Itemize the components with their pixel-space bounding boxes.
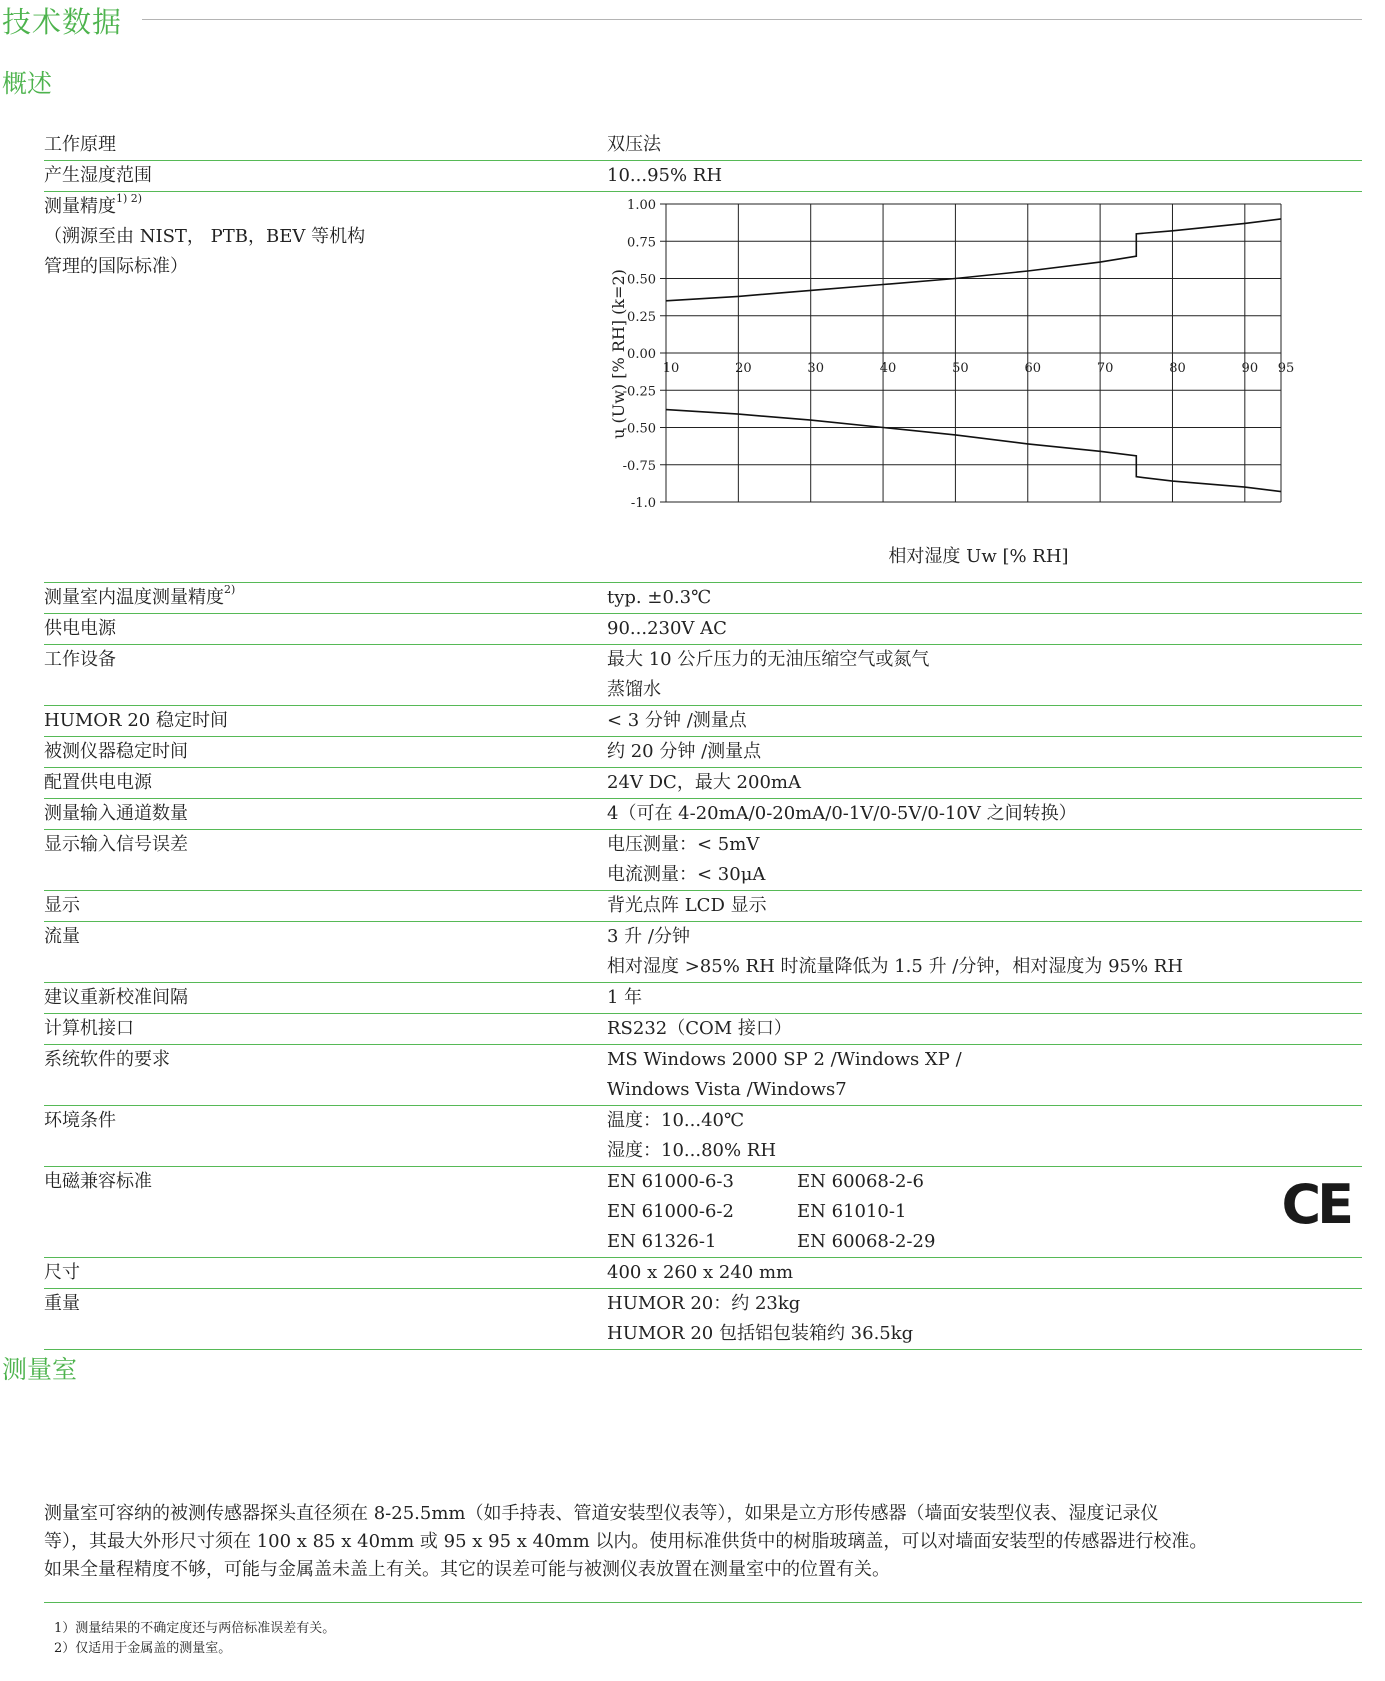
spec-value (607, 891, 1362, 922)
spec-label (44, 830, 607, 891)
spec-label: 产生湿度范围 (44, 161, 607, 192)
accuracy-label-line2: （溯源至由 NIST， PTB，BEV 等机构 (44, 226, 366, 247)
spec-value-line: 温度：10...40℃ (607, 1110, 745, 1131)
footnote-2: 2）仅适用于金属盖的测量室。 (54, 1641, 232, 1656)
spec-value-line: 电流测量：< 30μA (607, 864, 766, 885)
emc-standard: EN 61326-1 (607, 1231, 717, 1252)
spec-row (44, 983, 1362, 1014)
spec-label-text: 显示 (44, 895, 80, 916)
spec-label-text: 显示输入信号误差 (44, 834, 188, 855)
spec-value (607, 1045, 1362, 1106)
spec-label-text: 被测仪器稳定时间 (44, 741, 188, 762)
spec-row (44, 1045, 1362, 1106)
spec-label (44, 737, 607, 768)
spec-value (607, 983, 1362, 1014)
spec-value-line: MS Windows 2000 SP 2 /Windows XP / (607, 1049, 962, 1070)
footnotes (54, 1619, 335, 1659)
spec-label-text: 测量室内温度测量精度 (44, 587, 224, 608)
spec-row (44, 830, 1362, 891)
spec-row (44, 1106, 1362, 1167)
spec-label (44, 1106, 607, 1167)
spec-value-line: 相对湿度 >85% RH 时流量降低为 1.5 升 /分钟，相对湿度为 95% RH (607, 956, 1184, 977)
spec-row (44, 614, 1362, 645)
section-title-overview: 概述 (2, 69, 53, 98)
accuracy-chart-cell (607, 192, 1362, 583)
spec-row (44, 799, 1362, 830)
y-tick-label: 0.25 (627, 309, 656, 325)
spec-value (607, 768, 1362, 799)
spec-value (607, 799, 1362, 830)
spec-label-text: 建议重新校准间隔 (44, 987, 188, 1008)
spec-value-line: RS232（COM 接口） (607, 1018, 792, 1039)
spec-row (44, 706, 1362, 737)
spec-value-line: HUMOR 20：约 23kg (607, 1293, 801, 1314)
spec-value-line: 1 年 (607, 987, 643, 1008)
spec-label-text: 电磁兼容标准 (44, 1171, 152, 1192)
title-rule (142, 19, 1362, 20)
spec-value-line: 4（可在 4-20mA/0-20mA/0-1V/0-5V/0-10V 之间转换） (607, 803, 1077, 824)
accuracy-label (44, 192, 607, 583)
spec-label-text: HUMOR 20 稳定时间 (44, 710, 228, 731)
accuracy-row (44, 192, 1362, 583)
emc-standard: EN 60068-2-6 (797, 1171, 924, 1192)
spec-value-line: 电压测量：< 5mV (607, 834, 760, 855)
spec-value-line: 90...230V AC (607, 618, 727, 639)
x-tick-label: 30 (807, 361, 824, 376)
spec-row (44, 1258, 1362, 1289)
chamber-line: 等），其最大外形尺寸须在 100 x 85 x 40mm 或 95 x 95 x 40mm 以内。使用标准供货中的树脂玻璃盖，可以对墙面安装型的传感器进行校准。 (44, 1531, 1208, 1552)
spec-value-line: Windows Vista /Windows7 (607, 1079, 847, 1100)
series-line-lower (666, 410, 1281, 492)
spec-row (44, 1167, 1362, 1258)
accuracy-chart-svg (607, 192, 1362, 582)
spec-label-text: 工作设备 (44, 649, 116, 670)
spec-label: 工作原理 (44, 130, 607, 161)
spec-label (44, 799, 607, 830)
spec-label (44, 706, 607, 737)
page-title: 技术数据 (2, 5, 123, 39)
spec-row (44, 645, 1362, 706)
spec-row (44, 1289, 1362, 1350)
x-tick-label: 80 (1169, 361, 1186, 376)
spec-value (607, 1106, 1362, 1167)
y-tick-label: 0.75 (627, 235, 656, 251)
spec-label-text: 计算机接口 (44, 1018, 134, 1039)
spec-label (44, 614, 607, 645)
x-tick-label: 40 (879, 361, 897, 376)
footnote-rule (44, 1602, 1362, 1603)
spec-value (607, 583, 1362, 614)
accuracy-label-sup: 1) 2) (116, 192, 143, 205)
spec-label (44, 1045, 607, 1106)
y-tick-label: -0.50 (622, 421, 656, 437)
x-tick-label: 90 (1241, 361, 1259, 376)
y-tick-label: 0.00 (627, 347, 656, 362)
spec-value-line: 400 x 260 x 240 mm (607, 1262, 794, 1283)
spec-value (607, 1014, 1362, 1045)
page-header (0, 0, 1362, 40)
spec-value (607, 737, 1362, 768)
ce-mark-logo: CE (1281, 1173, 1350, 1236)
spec-value-line: < 3 分钟 /测量点 (607, 710, 747, 731)
spec-label-text: 供电电源 (44, 618, 116, 639)
accuracy-chart (607, 192, 1362, 582)
x-tick-label: 70 (1096, 361, 1114, 376)
chamber-description (44, 1500, 1359, 1584)
spec-label (44, 1167, 607, 1258)
spec-table (44, 130, 1362, 1350)
spec-label-sup: 2) (224, 583, 236, 596)
y-tick-label: -0.75 (622, 458, 656, 474)
spec-label-text: 配置供电电源 (44, 772, 152, 793)
spec-label (44, 645, 607, 706)
spec-value-line: HUMOR 20 包括铝包装箱约 36.5kg (607, 1323, 914, 1344)
spec-label (44, 983, 607, 1014)
spec-value-line: 约 20 分钟 /测量点 (607, 741, 762, 762)
emc-standard: EN 60068-2-29 (797, 1231, 936, 1252)
x-tick-label: 10 (662, 361, 680, 376)
spec-label-text: 尺寸 (44, 1262, 80, 1283)
spec-row (44, 161, 1362, 192)
spec-label-text: 系统软件的要求 (44, 1049, 170, 1070)
spec-value-line: 3 升 /分钟 (607, 926, 690, 947)
spec-value (607, 1289, 1362, 1350)
spec-row (44, 891, 1362, 922)
spec-row (44, 583, 1362, 614)
spec-value-line: 蒸馏水 (607, 679, 661, 700)
spec-value-line: 24V DC，最大 200mA (607, 772, 801, 793)
spec-value (607, 1258, 1362, 1289)
spec-label (44, 1289, 607, 1350)
spec-label (44, 768, 607, 799)
spec-value (607, 1167, 1362, 1258)
y-tick-label: 0.50 (627, 272, 656, 288)
y-tick-label: -1.0 (630, 496, 656, 511)
accuracy-label-line1: 测量精度 (44, 196, 116, 217)
spec-label-text: 重量 (44, 1293, 80, 1314)
chamber-line: 测量室可容纳的被测传感器探头直径须在 8-25.5mm（如手持表、管道安装型仪表等），如果是立方形传感器（墙面安装型仪表、湿度记录仪 (44, 1503, 1159, 1524)
spec-value-line: 背光点阵 LCD 显示 (607, 895, 767, 916)
emc-standard: EN 61010-1 (797, 1201, 907, 1222)
x-axis-label: 相对湿度 Uw [% RH] (888, 546, 1069, 567)
spec-label-text: 环境条件 (44, 1110, 116, 1131)
emc-standard: EN 61000-6-3 (607, 1171, 734, 1192)
emc-standard: EN 61000-6-2 (607, 1201, 734, 1222)
y-tick-label: 1.00 (627, 198, 656, 213)
spec-value-line: 最大 10 公斤压力的无油压缩空气或氮气 (607, 649, 930, 670)
chamber-line: 如果全量程精度不够，可能与金属盖未盖上有关。其它的误差可能与被测仪表放置在测量室中的位置有关。 (44, 1559, 890, 1580)
y-axis-label: u (Uw) [% RH] (k=2) (609, 269, 628, 439)
spec-row (44, 737, 1362, 768)
spec-label (44, 891, 607, 922)
spec-value-line: typ. ±0.3℃ (607, 587, 712, 608)
spec-row (44, 768, 1362, 799)
spec-row (44, 922, 1362, 983)
x-tick-label: 50 (952, 361, 969, 376)
spec-label (44, 583, 607, 614)
spec-value: 双压法 (607, 130, 1362, 161)
accuracy-label-line3: 管理的国际标准） (44, 256, 188, 277)
spec-label-text: 测量输入通道数量 (44, 803, 188, 824)
spec-value (607, 614, 1362, 645)
emc-standards-grid (607, 1167, 1362, 1257)
section-title-chamber: 测量室 (2, 1355, 78, 1384)
spec-label (44, 1258, 607, 1289)
y-tick-label: -0.25 (622, 384, 656, 400)
spec-value-line: 湿度：10...80% RH (607, 1140, 777, 1161)
spec-value (607, 922, 1362, 983)
series-line-upper (666, 219, 1281, 301)
x-tick-label: 60 (1024, 361, 1042, 376)
spec-label (44, 922, 607, 983)
x-tick-label: 95 (1277, 361, 1295, 376)
spec-value (607, 706, 1362, 737)
spec-label (44, 1014, 607, 1045)
spec-row (44, 130, 1362, 161)
x-tick-label: 20 (735, 361, 752, 376)
spec-value (607, 830, 1362, 891)
spec-label-text: 流量 (44, 926, 80, 947)
spec-row (44, 1014, 1362, 1045)
footnote-1: 1）测量结果的不确定度还与两倍标准误差有关。 (54, 1621, 336, 1636)
spec-value: 10...95% RH (607, 161, 1362, 192)
spec-value (607, 645, 1362, 706)
